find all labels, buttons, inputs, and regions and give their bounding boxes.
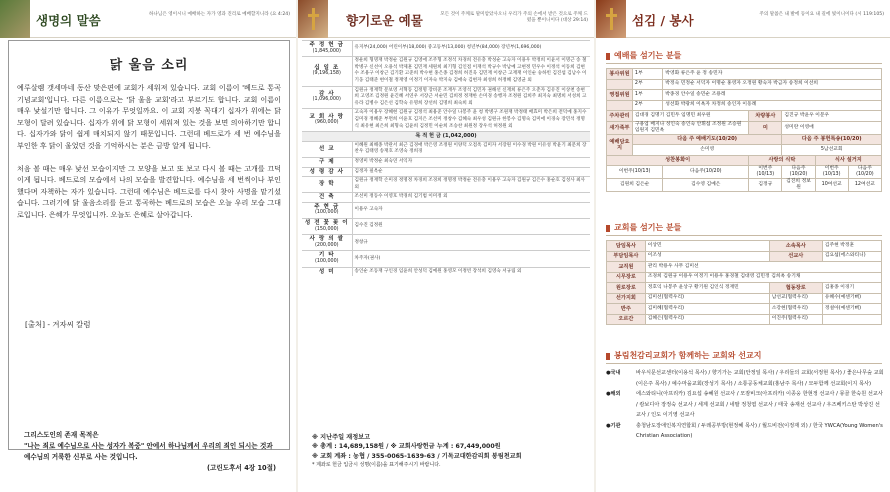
- offering-category-name: 감 사: [318, 90, 335, 97]
- service-cell: 5남선교회: [782, 145, 882, 156]
- service-row: [607, 134, 882, 145]
- section-heading: 교회를 섬기는 분들: [606, 222, 882, 236]
- mission-group: [606, 389, 884, 421]
- offering-amount: (9,196,158): [312, 71, 341, 77]
- page-title: 생명의 말씀: [36, 13, 101, 28]
- header: [596, 0, 890, 38]
- offering-donors: 이혜원 최해종 박관서 최근 김경애 박은영 조정원 이양덕 오점옥 김미자 서장원 이수경 박원 이유성 박윤기 최문희 장찬우 김태영 송재호 조영숙 정희경: [352, 141, 590, 157]
- staff-cell: 소강현(협력우리): [769, 304, 822, 315]
- service-row: [607, 100, 882, 111]
- service-cell: 박종경 안수일 송민순 조용레: [663, 90, 882, 101]
- staff-cell: 오르간: [607, 314, 646, 325]
- service-row: [607, 145, 882, 156]
- service-cell: 이번주(10/13): [607, 166, 663, 179]
- service-row: [607, 155, 882, 166]
- offering-category-name: 성 령 감 사: [309, 168, 344, 175]
- service-cell: 주차관리: [607, 111, 633, 122]
- mission-items: 충청남도장애인복지연합회 / 두레공부방(현정혜 목사) / 월드비전(이정재 외) / 한국 YWCA(Young Women's Christian Association): [636, 422, 883, 439]
- staff-row: [607, 304, 882, 315]
- mission-group: [606, 421, 884, 442]
- offering-row: [302, 177, 590, 193]
- service-cell: 구용업 배지나 성인숙 송인숙 안휘섭 조정원 조승원 임원지 김민옥: [632, 121, 748, 134]
- service-cell: 다음주(10/20): [782, 166, 815, 179]
- offering-row: [302, 41, 590, 57]
- service-cell: 김진규 박윤우 이문우: [782, 111, 882, 122]
- staff-cell: 김미선(협력우리): [645, 293, 769, 304]
- offering-donors: 조선미 정동수 이영호 박경희 김기범 이미정 외: [352, 193, 590, 203]
- offering-amount: (1,096,000): [312, 97, 341, 103]
- service-cell: 김진희 정보원: [782, 179, 815, 192]
- offering-amount: (1,845,000): [312, 48, 341, 54]
- verse-text: "나는 죄로 예수님으로 사는 성자가 복중" 안에서 하나님께서 우리의 죄인 되시는 것과 예수님의 거룩한 신부로 사는 것입니다.: [24, 442, 273, 461]
- offering-donors: 정영미 박정순 최숙연 서익자: [352, 157, 590, 167]
- offering-row: [302, 86, 590, 109]
- service-cell: 김정규: [749, 179, 782, 192]
- staff-cell: 이상민: [645, 241, 769, 252]
- staff-cell: 정호익 나봉주 윤상구 황기원 김인식 정재민: [645, 283, 769, 294]
- cross-icon: [308, 8, 318, 30]
- finance-notes: [312, 433, 522, 471]
- offering-category-name: 구 제: [318, 158, 335, 165]
- offering-category-name: 십 일 조: [314, 64, 340, 71]
- offering-donors: 유지부(24,000) 어린이부(18,000) 중고등부(13,000) 청년부(84,000) 장년부(1,696,000): [352, 41, 590, 57]
- offering-amount: (960,000): [314, 120, 339, 126]
- page-service: [596, 0, 890, 492]
- service-cell: 새가족부: [607, 121, 633, 134]
- mission-group: [606, 368, 884, 389]
- offering-donors: 정운희 형명재 박정순 김원규 김영애 조주형 조정석 차경희 전유충 박성순 고숙자 이용우 박정희 이윤서 이명근 송 철 박병구 신선이 오용석 박제훈 김민재 세원희 최기형 김인점 이재석 박규수 박남예 고현정 민우수 이정석 이동희 김현수 조용구 이창근 김기환 고준희 박수현 홍은종 김정희 허진욱 김민재 이창근 고재재 이인순 숭하빈 김진섭 김남수 이기웅 김태준 현이철 정재영 이정기 이자숙 박지숙 김애숙 김현자 최성희 허정혜 김영균 외: [352, 57, 590, 86]
- staff-row: [607, 293, 882, 304]
- finance-note: ※ 지난주일 재정보고: [312, 434, 371, 441]
- mission-items: 에스와티니(아프리카) 김요섭 송혜원 선교사 / 모잠비크(아프리카) 이종웅 한현정 선교사 / 몽골 한숙원 선교사 / 캄보디아 장정숙 선교사 / 세계 선교회 / 네팔 정청엽 선교사 / 태국 송재선 선교사 / 우즈베키스탄 박상진 선교사 / 인도 이기영 선교사: [636, 391, 883, 418]
- offering-donors: 고숙자 이용우 장혜현 김원규 김정석 최용준 안수일 나봉주 윤 청 박병구 조원재 박정태 배효미 박은희 전덕예 홍지수 김미경 정혜준 부면희 이윤호 김지은 조선미 정창수 김혜숙 최우성 김원규 한봉수 김명숙 김미애 이경숙 장민석 정명식 최유현 최은희 최형숙 김윤희 김정민 이순희 조승찬 최원정 장우석 허정원 외: [352, 109, 590, 132]
- offering-category: [302, 251, 352, 267]
- offering-category-name: 교 회 사 랑: [309, 113, 344, 120]
- staff-row: [607, 283, 882, 294]
- offering-amount: (100,000): [314, 210, 339, 216]
- offering-category: [302, 167, 352, 177]
- service-cell: 다음주(10/20): [848, 166, 881, 179]
- staff-cell: 협동장로: [769, 283, 822, 294]
- service-row: [607, 166, 882, 179]
- page-title: 향기로운 예물: [346, 13, 423, 28]
- offering-category: [302, 86, 352, 109]
- offering-row: [302, 251, 590, 267]
- service-cell: 다음 주 예배기도(10/20): [632, 134, 782, 145]
- offering-donors: 정창규: [352, 235, 590, 251]
- offering-category-name: 사 랑 의 쌀: [309, 236, 344, 243]
- offering-donors: 이용우 고숙자: [352, 202, 590, 218]
- service-cell: 영접위원: [607, 90, 633, 101]
- service-row: [607, 69, 882, 80]
- service-cell: 다음 주 봉헌특송(10/20): [782, 134, 882, 145]
- staff-cell: 반주: [607, 304, 646, 315]
- offering-category: [302, 141, 352, 157]
- offering-category: [302, 267, 352, 276]
- staff-cell: 담임목사: [607, 241, 646, 252]
- offering-donors: 김수진 김정원: [352, 219, 590, 235]
- header-decoration: [298, 0, 328, 38]
- offering-row: [302, 132, 590, 142]
- service-cell: 2부: [632, 100, 662, 111]
- mission-list: [606, 368, 884, 442]
- offering-category-name: 건 축: [318, 194, 335, 201]
- offering-amount: (200,000): [314, 242, 339, 248]
- section-heading: 봉림천감리교회가 함께하는 교회와 선교지: [606, 350, 882, 364]
- verse-head: 그리스도인의 존재 목적은: [24, 431, 99, 439]
- staff-row: [607, 314, 882, 325]
- offering-category: [302, 57, 352, 86]
- staff-cell: 관리 박용우 사무 김미선: [645, 262, 881, 273]
- offering-row: [302, 267, 590, 276]
- service-row: [607, 121, 882, 134]
- service-cell: 박정숙 민정순 서덕자 이명순 홍영자 오정원 황숙자 박금자 송정희 이선희: [663, 79, 882, 90]
- service-row: [607, 90, 882, 101]
- service-cell: 12여선교: [848, 179, 881, 192]
- header-decoration: [596, 0, 626, 38]
- sermon-title: 닭 울음 소리: [109, 58, 189, 73]
- offering-row: [302, 109, 590, 132]
- service-cell: 1부: [632, 90, 662, 101]
- staff-row: [607, 272, 882, 283]
- bottom-verse: [24, 430, 276, 474]
- header: [0, 0, 296, 38]
- offering-donors: 김정자 필옥순: [352, 167, 590, 177]
- offering-row: [302, 157, 590, 167]
- staff-cell: 원로장로: [607, 283, 646, 294]
- offering-donors: 김원규 정재학 손미경 정명정 차경희 조경희 정명정 박정순 전유충 이용우 고숙자 김원규 김은수 홍순호 김성사 최사 외: [352, 177, 590, 193]
- service-cell: 차량봉사: [749, 111, 782, 122]
- service-row: [607, 111, 882, 122]
- offering-category-name: 주 현 금: [314, 203, 340, 210]
- service-cell: 김원희 김은순: [607, 179, 663, 192]
- service-cell: 김대경 김명기 김민두 임명민 최우원: [632, 111, 748, 122]
- service-cell: 식사 설거지: [815, 155, 881, 166]
- offering-row: [302, 141, 590, 157]
- sermon-paragraph: 처음 볼 때는 매우 낯선 모습이지만 그 모양을 보고 또 보고 다시 볼 때는 고개를 끄덕이게 됩니다. 베드로의 모습에서 나의 모습을 발견합니다. 예수님을 세 번씩이나 부인했다며 자책하는 자가 있습니다. 그런데 예수님은 베드로를 다시 찾아 사명을 맡기셨습니다. 그러기에 닭 울음소리를 듣고 통곡하는 베드로의 모습은 오늘 우리 모습 그대로입니다. 은혜가 무엇입니까. 오늘도 은혜로 살아갑니다.: [17, 163, 281, 219]
- verse-reference: (고린도후서 4장 10절): [207, 464, 276, 472]
- service-cell: 손미영: [632, 145, 782, 156]
- service-cell: 김수영 김예은: [663, 179, 749, 192]
- offering-category: [302, 177, 352, 193]
- header: [298, 0, 594, 38]
- offering-category: [302, 41, 352, 57]
- service-cell: [607, 134, 633, 155]
- offering-donors: 김원규 정재학 문보영 서혁동 김정명 장비준 조재두 조영석 김민자 권해선 신재희 류은주 오춘자 김유진 이상천 송현희 고영조 김정원 윤긴혜 서연우 서장근 서순민 김희정 정재한 손미경 송행자 조정원 김희주 최지숙 최명희 서성희 고유라 김병수 김은선 김학숙 유명희 장선희 김명희 최숙희 외: [352, 86, 590, 109]
- page-offerings: [298, 0, 594, 492]
- service-row: [607, 79, 882, 90]
- staff-cell: 김주현 박정훈: [822, 241, 881, 252]
- staff-cell: 정설아(예센기뻐): [822, 304, 881, 315]
- offering-row: [302, 202, 590, 218]
- staff-cell: 선교사: [769, 251, 822, 262]
- offering-category: [302, 235, 352, 251]
- offering-amount: (100,000): [314, 259, 339, 265]
- mission-items: 바우식문선교센터(이용석 목사) / 향기가는 교회(안정일 목사) / 우리들의 교회(서정현 목사) / 좋은나무숲 교회(이은주 목사) / 예수마을교회(장성기 목사) / 소통공동체교회(홍남주 목사) / 모두함께 선교회(이지 목사): [636, 370, 884, 387]
- cross-icon: [606, 8, 616, 30]
- staff-row: [607, 251, 882, 262]
- service-cell: 성찬봉화이: [607, 155, 749, 166]
- offering-row: [302, 57, 590, 86]
- service-row: [607, 179, 882, 192]
- staff-cell: 선가지회: [607, 293, 646, 304]
- offering-table: [302, 40, 590, 276]
- service-cell: 사랑의 식탁: [749, 155, 815, 166]
- service-cell: [607, 79, 633, 90]
- offering-category-name: 기 타: [318, 252, 335, 259]
- offering-category-name: 장 학: [318, 181, 335, 188]
- staff-cell: 남선교(협력우리): [769, 293, 822, 304]
- service-cell: 성미란 이영애: [782, 121, 882, 134]
- staff-cell: 이진주(협력우리): [769, 314, 822, 325]
- header-verse: 하나님은 영이시니 예배하는 자가 영과 진리로 예배할지니라 (요 4:24): [149, 12, 290, 17]
- service-cell: 이번주(10/13): [815, 166, 848, 179]
- mission-category: ●국내: [606, 370, 621, 376]
- finance-note: ※ 총계 : 14,689,158원 / ※ 교회사랑헌금 누계 : 67,449,000원: [312, 443, 501, 451]
- page-title: 섬김 / 봉사: [632, 13, 694, 28]
- offering-category: [302, 219, 352, 235]
- offering-category-name: 선 교: [318, 146, 335, 153]
- offering-row: [302, 219, 590, 235]
- staff-cell: 시무장로: [607, 272, 646, 283]
- service-cell: 이번주(10/13): [749, 166, 782, 179]
- offering-category: [302, 157, 352, 167]
- service-cell: 10여선교: [815, 179, 848, 192]
- finance-note: ※ 교회 계좌 : 농협 / 355-0065-1639-63 / 기독교대한감리회 봉림천교회: [312, 452, 522, 460]
- offering-row: [302, 235, 590, 251]
- staff-row: [607, 262, 882, 273]
- church-staff-table: [606, 240, 882, 325]
- offering-donors: 차주자(권사): [352, 251, 590, 267]
- staff-cell: 김요섭(에스와티니): [822, 251, 881, 262]
- worship-service-table: [606, 68, 882, 192]
- staff-cell: 조경희 김원규 이용우 이정기 이용우 홍경철 김대영 김민정 김희옥 송기채: [645, 272, 881, 283]
- offering-category: [302, 202, 352, 218]
- service-label: 예배담요지: [609, 138, 630, 151]
- service-cell: 성선화 박광희 이옥자 차정희 송인자 이동례: [663, 100, 882, 111]
- offering-category: [302, 109, 352, 132]
- staff-cell: 김혜은(협력우리): [645, 314, 769, 325]
- staff-row: [607, 241, 882, 252]
- mission-category: ●기관: [606, 422, 621, 429]
- sermon-source: [출처] - 겨자씨 칼럼: [25, 320, 91, 329]
- offering-category-name: 성 미: [318, 268, 335, 275]
- header-verse: 주의 말씀은 내 발에 등이요 내 길에 빛이니이다 (시 119:105): [759, 12, 884, 17]
- staff-cell: [822, 314, 881, 325]
- staff-cell: 소속목사: [769, 241, 822, 252]
- offering-subheading: 목 적 헌 금 (1,042,000): [302, 132, 590, 142]
- finance-note: * 계좌로 헌금 입금시 성명(이름)을 표기해주시기 바랍니다.: [312, 462, 441, 469]
- staff-cell: 김홍종 이경기: [822, 283, 881, 294]
- header-decoration: [0, 0, 30, 38]
- offering-donors: 송인순 조동재 구인경 임윤희 안성덕 김예원 홍영모 이정빈 장석희 김영숙 서규림 외: [352, 267, 590, 276]
- page-word-of-life: [0, 0, 296, 492]
- offering-row: [302, 193, 590, 203]
- offering-category-name: 주 정 헌 금: [309, 42, 344, 48]
- service-cell: 1부: [632, 69, 662, 80]
- service-cell: 봉사위원: [607, 69, 633, 80]
- staff-cell: 이조성: [645, 251, 769, 262]
- service-cell: 2부: [632, 79, 662, 90]
- section-heading: 예배를 섬기는 분들: [606, 50, 882, 64]
- sermon-paragraph: 예루살렘 갯세마네 동산 맞은편에 교회가 세워져 있습니다. 교회 이름이 '베드로 통곡 기념교회'입니다. 다른 이름으로는 '닭 울음 교회'라고 부르기도 합니다. 교회 이름이 매우 낯설기만 합니다. 그 이유가 무엇일까요. 이 교회 지붕 꼭대기 십자가 위에는 닭 모형이 달려 있습니다. 십자가 위에 닭 모형이 세워져 있는 것을 보면 의아하기만 합니다. 십자가와 닭이 쉽게 매치되지 않기 때문입니다. 그런데 베드로가 세 번 예수님을 부인한 후 닭이 울었던 것을 기억하시는 분은 금방 알게 됩니다.: [17, 83, 281, 150]
- service-cell: 박영화 류은주 윤 정 송민자: [663, 69, 882, 80]
- service-cell: [607, 100, 633, 111]
- offering-category-name: 성 전 꽃 꽂 이: [304, 220, 349, 227]
- staff-cell: 유혜수(예센기뻐): [822, 293, 881, 304]
- staff-cell: 부담임목사: [607, 251, 646, 262]
- offering-amount: (150,000): [314, 226, 339, 232]
- staff-cell: 교직원: [607, 262, 646, 273]
- sermon-body: [9, 73, 289, 221]
- offering-row: [302, 167, 590, 177]
- service-cell: 다음주(10/20): [663, 166, 749, 179]
- mission-category: ●해외: [606, 391, 621, 397]
- sermon-box: [8, 40, 290, 450]
- staff-cell: 김미혜(협력우리): [645, 304, 769, 315]
- offering-category: [302, 193, 352, 203]
- header-verse: 모든 것이 주께로 말미암았사오니 우리가 주의 손에서 받은 것으로 주께 드렸을 뿐이니이다 (대상 29:14): [440, 12, 588, 23]
- service-cell: 미: [749, 121, 782, 134]
